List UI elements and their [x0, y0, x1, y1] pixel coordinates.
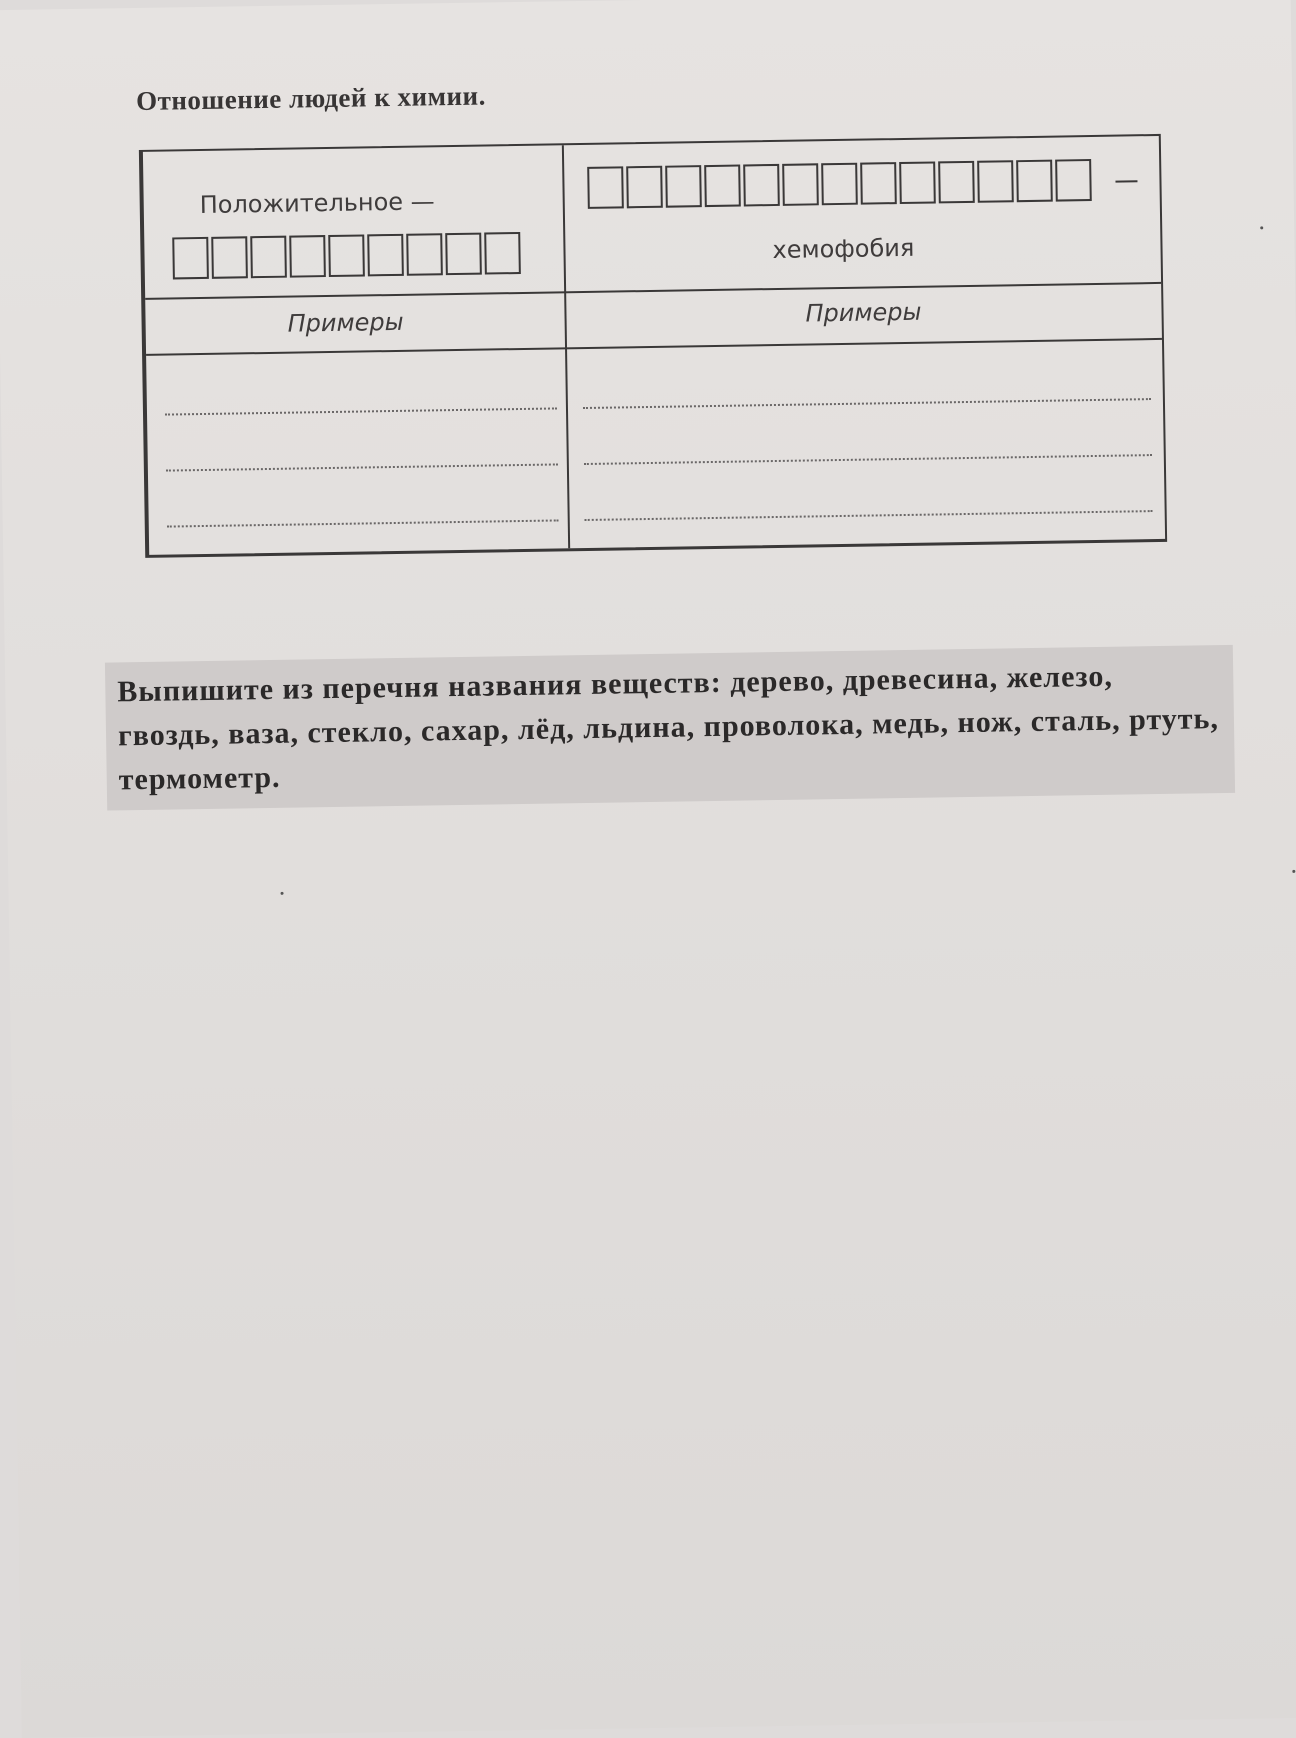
left-answer-line[interactable]	[166, 463, 558, 471]
positive-attitude-label: Положительное —	[199, 187, 435, 220]
negative-answer-boxes[interactable]	[587, 159, 1095, 209]
examples-divider	[146, 338, 1162, 356]
letter-box[interactable]	[665, 165, 702, 208]
letter-box[interactable]	[899, 161, 936, 204]
letter-box[interactable]	[1055, 159, 1092, 202]
letter-box[interactable]	[367, 234, 404, 277]
letter-box[interactable]	[743, 164, 780, 207]
paper-speck	[281, 892, 284, 895]
letter-box[interactable]	[484, 232, 521, 275]
letter-box[interactable]	[782, 163, 819, 206]
letter-box[interactable]	[821, 163, 858, 206]
section-title: Отношение людей к химии.	[135, 80, 487, 117]
letter-box[interactable]	[250, 236, 287, 279]
positive-answer-boxes[interactable]	[172, 232, 524, 280]
letter-box[interactable]	[626, 166, 663, 209]
letter-box[interactable]	[977, 160, 1014, 203]
right-answer-line[interactable]	[583, 398, 1151, 409]
right-examples-label: Примеры	[805, 297, 922, 328]
letter-box[interactable]	[328, 234, 365, 277]
letter-box[interactable]	[172, 237, 209, 280]
dash-mark	[1115, 180, 1137, 182]
right-answer-line[interactable]	[584, 454, 1152, 465]
letter-box[interactable]	[938, 161, 975, 204]
letter-box[interactable]	[1016, 160, 1053, 203]
header-divider	[145, 282, 1161, 300]
right-answer-line[interactable]	[585, 510, 1153, 521]
letter-box[interactable]	[289, 235, 326, 278]
letter-box[interactable]	[445, 233, 482, 276]
paper-speck	[1260, 226, 1263, 229]
letter-box[interactable]	[587, 166, 624, 209]
letter-box[interactable]	[704, 165, 741, 208]
attitude-table	[139, 134, 1167, 558]
chemophobia-label: хемофобия	[772, 233, 915, 265]
left-answer-line[interactable]	[167, 519, 559, 527]
left-answer-line[interactable]	[165, 407, 557, 415]
letter-box[interactable]	[211, 236, 248, 279]
paper-speck	[1292, 870, 1295, 873]
letter-box[interactable]	[860, 162, 897, 205]
left-examples-label: Примеры	[287, 307, 404, 338]
letter-box[interactable]	[406, 233, 443, 276]
task-instruction: Выпишите из перечня названия веществ: дерево, древесина, железо, гвоздь, ваза, стекло, сахар, лёд, льдина, проволока, медь, нож, сталь, ртуть, термометр.	[105, 645, 1235, 811]
